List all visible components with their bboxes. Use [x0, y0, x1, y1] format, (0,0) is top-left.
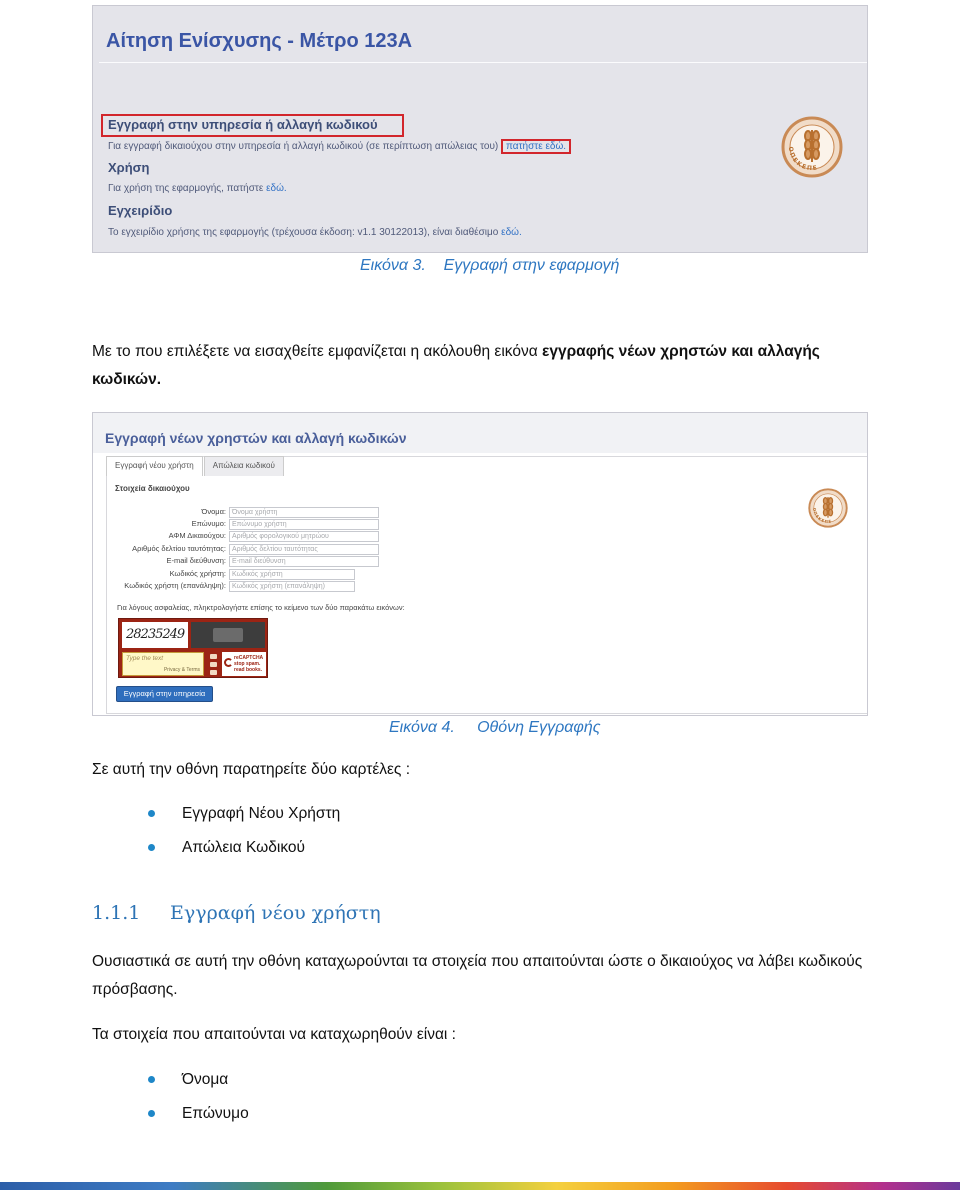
- footer-color-bar: [0, 1182, 960, 1190]
- field-row-name: [93, 507, 226, 519]
- recaptcha-icon: [224, 658, 233, 667]
- field-label: Όνομα:: [201, 507, 226, 516]
- section-heading: [92, 902, 381, 924]
- tabs-paragraph: Σε αυτή την οθόνη παρατηρείτε δύο καρτέλες :: [92, 761, 411, 778]
- manual-heading: Εγχειρίδιο: [108, 203, 173, 218]
- field-label: Επώνυμο:: [191, 519, 226, 528]
- field-row-password: [93, 569, 226, 581]
- surname-input[interactable]: Επώνυμο χρήστη: [229, 519, 379, 530]
- field-row-id-card: [93, 544, 226, 556]
- registration-tabs: [106, 456, 285, 476]
- captcha-controls: [207, 652, 219, 676]
- usage-text: Για χρήση της εφαρμογής, πατήστε εδώ.: [108, 183, 287, 194]
- field-row-afm: [93, 531, 226, 543]
- opekepe-logo: [808, 488, 848, 528]
- bullet-icon: [148, 810, 155, 817]
- field-label: Αριθμός δελτίου ταυτότητας:: [132, 544, 226, 553]
- field-row-email: [93, 556, 226, 568]
- tab-lost-password[interactable]: Απώλεια κωδικού: [204, 456, 284, 476]
- usage-link[interactable]: εδώ.: [266, 183, 287, 194]
- figure-caption-4: Εικόνα 4. Οθόνη Εγγραφής: [389, 719, 601, 736]
- field-label: Κωδικός χρήστη (επανάληψη):: [124, 581, 226, 590]
- captcha-input[interactable]: [122, 652, 204, 676]
- recaptcha-widget: [118, 618, 268, 678]
- usage-heading: Χρήση: [108, 160, 150, 175]
- figure-caption-3: Εικόνα 3. Εγγραφή στην εφαρμογή: [360, 257, 620, 274]
- id-card-input[interactable]: Αριθμός δελτίου ταυτότητας: [229, 544, 379, 555]
- register-button[interactable]: Εγγραφή στην υπηρεσία: [116, 686, 213, 702]
- recaptcha-logo: reCAPTCHA stop spam. read books.: [222, 652, 266, 676]
- description-paragraph: Ουσιαστικά σε αυτή την οθόνη καταχωρούνται τα στοιχεία που απαιτούνται ώστε ο δικαιούχος να λάβει κωδικούς πρόσβασης.: [92, 953, 863, 998]
- bullet-icon: [148, 1110, 155, 1117]
- bullet-icon: [148, 844, 155, 851]
- application-home-screenshot: [92, 5, 868, 253]
- field-row-surname: [93, 519, 226, 531]
- section-number: 1.1.1: [92, 902, 141, 924]
- field-label: ΑΦΜ Δικαιούχου:: [168, 531, 226, 540]
- captcha-privacy-link[interactable]: Privacy & Terms: [163, 667, 200, 673]
- password-input[interactable]: Κωδικός χρήστη: [229, 569, 355, 580]
- password-repeat-input[interactable]: Κωδικός χρήστη (επανάληψη): [229, 581, 355, 592]
- intro-bold: εγγραφής νέων χρηστών και αλλαγής κωδικών.: [92, 343, 820, 388]
- audio-icon[interactable]: [210, 662, 217, 667]
- help-icon[interactable]: [210, 670, 217, 675]
- captcha-word-image: 28235249: [122, 622, 188, 648]
- manual-text: Το εγχειρίδιο χρήσης της εφαρμογής (τρέχουσα έκδοση: v1.1 30122013), είναι διαθέσιμο εδώ.: [108, 227, 522, 238]
- logo-text: ΟΠΕΚΕΠΕ: [812, 507, 833, 524]
- manual-link[interactable]: εδώ.: [501, 227, 522, 238]
- registration-link[interactable]: πατήστε εδώ.: [501, 139, 571, 154]
- registration-title: Εγγραφή νέων χρηστών και αλλαγή κωδικών: [105, 430, 407, 446]
- section-beneficiary-details: Στοιχεία δικαιούχου: [115, 484, 190, 493]
- refresh-icon[interactable]: [210, 654, 217, 659]
- registration-screen-screenshot: [92, 412, 868, 716]
- captcha-photo-image: [191, 622, 265, 648]
- bullet-icon: [148, 1076, 155, 1083]
- first-name-input[interactable]: Όνομα χρήστη: [229, 507, 379, 518]
- captcha-instruction: Για λόγους ασφαλείας, πληκτρολογήστε επίσης το κείμενο των δύο παρακάτω εικόνων:: [117, 603, 405, 612]
- header-divider: [99, 62, 867, 63]
- field-label: Κωδικός χρήστη:: [169, 569, 226, 578]
- section-title: Εγγραφή νέου χρήστη: [170, 902, 381, 924]
- app-title: Αίτηση Ενίσχυσης - Μέτρο 123Α: [106, 30, 413, 52]
- registration-heading: Εγγραφή στην υπηρεσία ή αλλαγή κωδικού: [108, 117, 378, 132]
- captcha-placeholder: Type the text: [126, 655, 164, 662]
- fields-paragraph: Τα στοιχεία που απαιτούνται να καταχωρηθούν είναι :: [92, 1026, 456, 1043]
- tab-new-user[interactable]: Εγγραφή νέου χρήστη: [106, 456, 203, 476]
- field-label: E-mail διεύθυνση:: [166, 556, 226, 565]
- email-input[interactable]: E-mail διεύθυνση: [229, 556, 379, 567]
- opekepe-logo: [781, 116, 843, 178]
- tax-id-input[interactable]: Αριθμός φορολογικού μητρώου: [229, 531, 379, 542]
- registration-text: Για εγγραφή δικαιούχου στην υπηρεσία ή αλλαγή κωδικού (σε περίπτωση απώλειας του) πατήστε εδώ.: [108, 141, 571, 152]
- logo-text: ΟΠΕΚΕΠΕ: [786, 146, 819, 173]
- field-row-password-repeat: [93, 581, 226, 593]
- intro-paragraph: Με το που επιλέξετε να εισαχθείτε εμφανίζεται η ακόλουθη εικόνα εγγραφής νέων χρηστών και αλλαγής κωδικών.: [92, 343, 820, 388]
